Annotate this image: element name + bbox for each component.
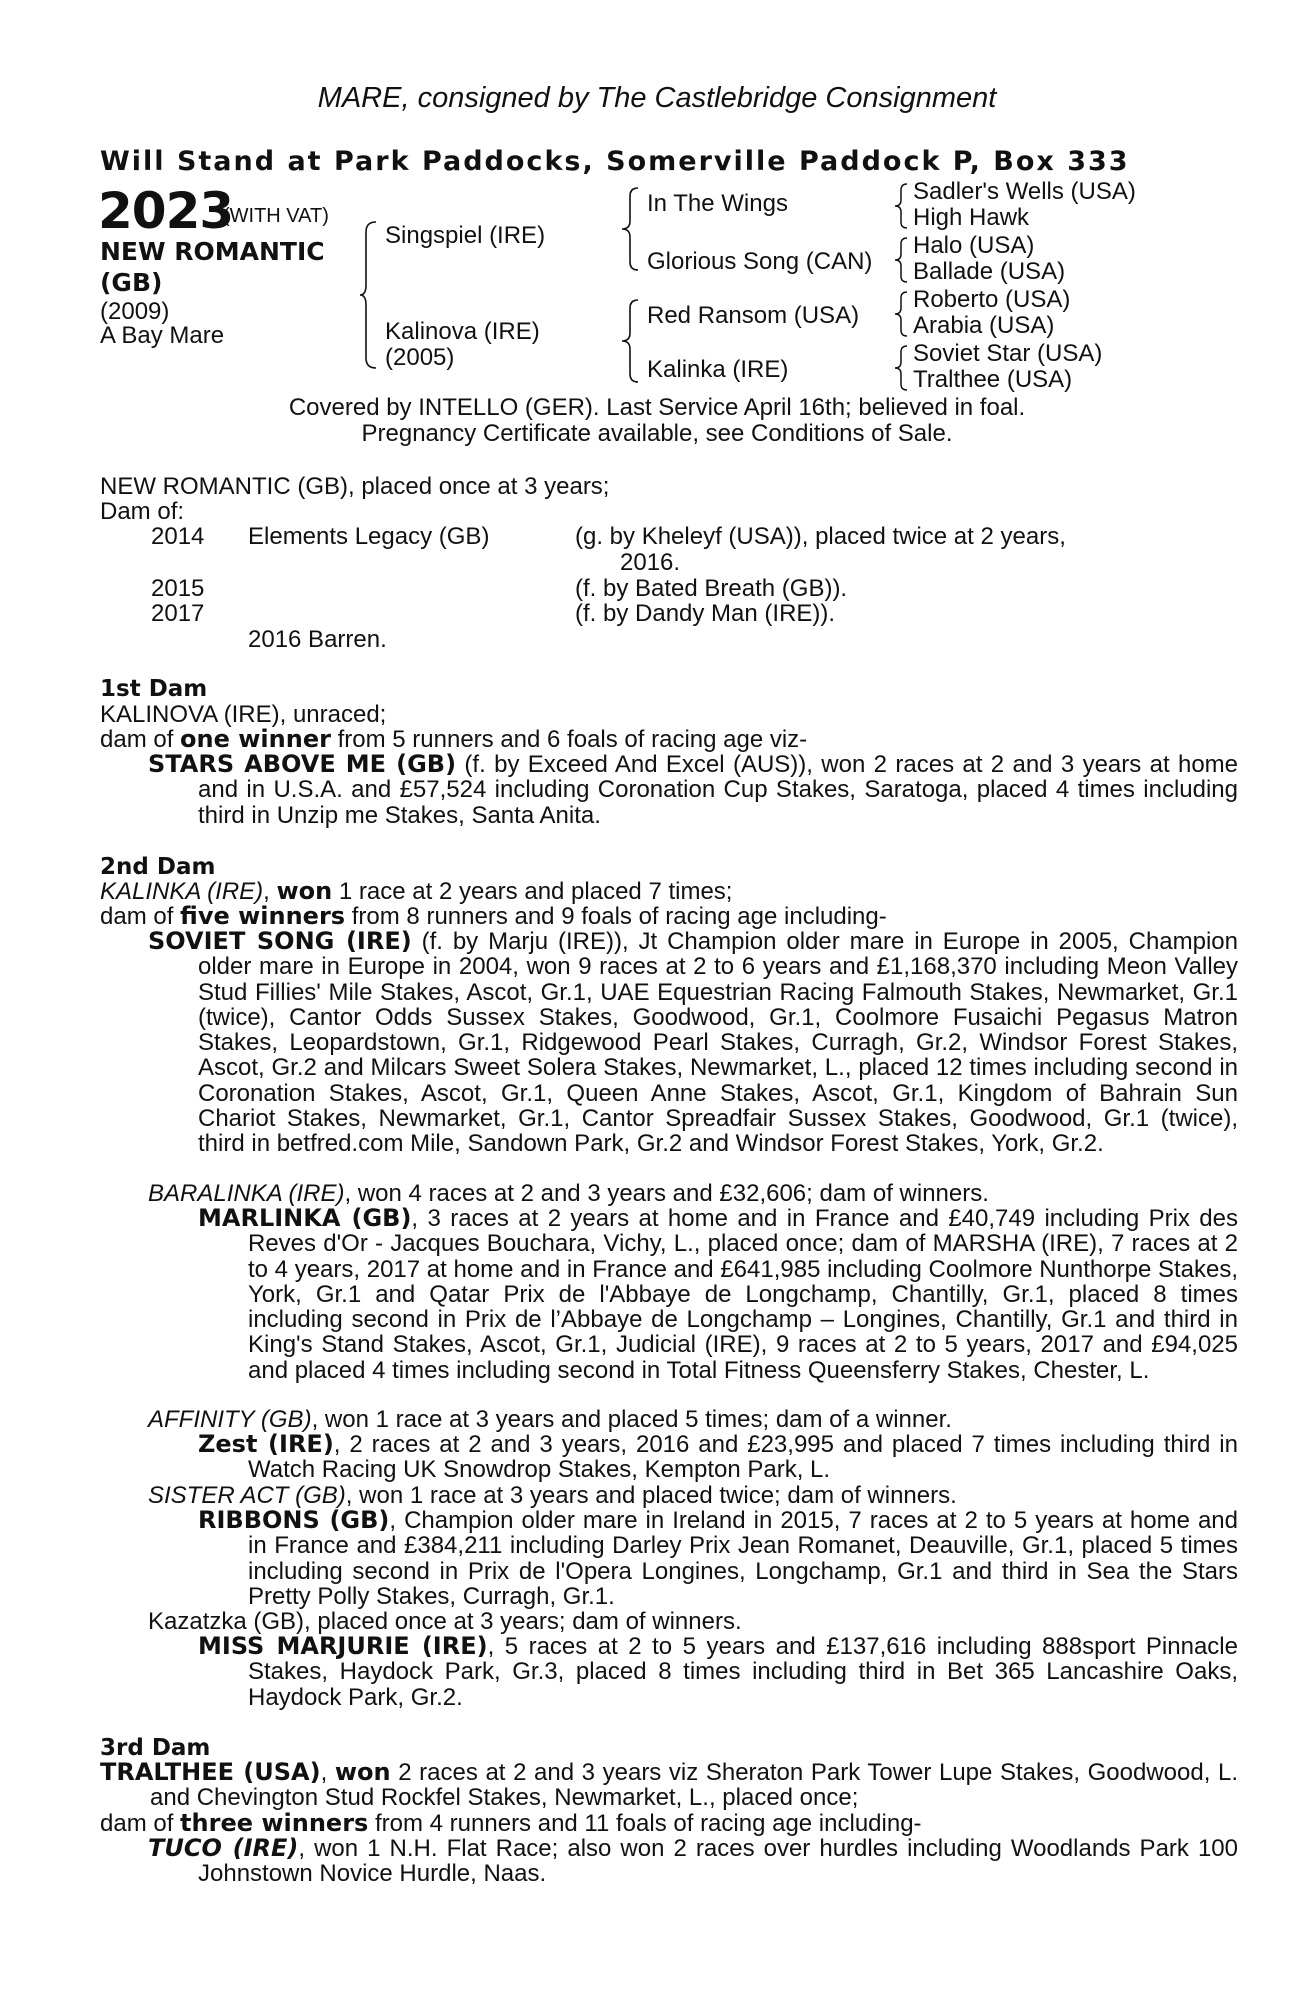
pedigree-brace-sire (622, 186, 642, 272)
produce-year: 2017 (151, 600, 205, 627)
sire: Singspiel (IRE) (385, 222, 546, 249)
produce-note-cont: 2016. (620, 549, 681, 576)
first-dam-line: KALINOVA (IRE), unraced; (100, 701, 387, 728)
affinity-line: AFFINITY (GB), won 1 race at 3 years and placed 5 times; dam of a winner. (148, 1406, 952, 1433)
third-dam-heading: 3rd Dam (100, 1735, 211, 1761)
marlinka-entry: MARLINKA (GB), 3 races at 2 years at home and in France and £40,749 including Prix des Reves d'Or - Jacques Bouchara, Vichy, L., placed once; dam of MARSHA (IRE), 7 races at 2 to 4 years, 2017 at home and in France and £641,985 including Coolmore Nunthorpe Stakes, York, Gr.1 and Qatar Prix de l'Abbaye de Longchamp, Chantilly, Gr.1, placed 8 times including second in Prix de l’Abbaye de Longchamp – Longines, Chantilly, Gr.1 and third in King's Stand Stakes, Ascot, Gr.1, Judicial (IRE), 9 races at 2 to 5 years, 2017 and £94,025 and placed 4 times including second in Total Fitness Queensferry Stakes, Chester, L. (198, 1204, 1238, 1384)
tralthee-entry: TRALTHEE (USA), won 2 races at 2 and 3 years viz Sheraton Park Tower Lupe Stakes, Goodwood, L. and Chevington Stud Rockfel Stakes, Newmarket, L., placed once; (100, 1758, 1238, 1812)
baralinka-line: BARALINKA (IRE), won 4 races at 2 and 3 years and £32,606; dam of winners. (148, 1180, 989, 1207)
dam: Kalinova (IRE) (385, 318, 540, 345)
pedigree-brace-g3-2 (893, 236, 909, 284)
pregnancy-line: Pregnancy Certificate available, see Conditions of Sale. (361, 420, 953, 447)
sister-act-line: SISTER ACT (GB), won 1 race at 3 years and placed twice; dam of winners. (148, 1482, 957, 1509)
stars-above-me-entry: STARS ABOVE ME (GB) (f. by Exceed And Excel (AUS)), won 2 races at 2 and 3 years at home and in U.S.A. and £57,524 including Coronation Cup Stakes, Saratoga, placed 4 times including third in Unzip me Stakes, Santa Anita. (148, 750, 1239, 829)
gen3-sss: Sadler's Wells (USA) (913, 178, 1136, 205)
horse-name: NEW ROMANTIC (GB) (100, 237, 325, 297)
dam-of-label: Dam of: (100, 498, 185, 525)
gen3-ssd: High Hawk (913, 204, 1030, 231)
pedigree-brace-g3-3 (893, 290, 909, 338)
sire-dam: Glorious Song (CAN) (647, 248, 873, 275)
produce-note: (f. by Dandy Man (IRE)). (575, 600, 836, 627)
catalogue-header: MARE, consigned by The Castlebridge Consignment (317, 82, 997, 114)
gen3-ddd: Tralthee (USA) (913, 366, 1073, 393)
pedigree-brace-g3-1 (893, 182, 909, 230)
gen3-dss: Roberto (USA) (913, 286, 1071, 313)
second-dam-summary: dam of five winners from 8 runners and 9 foals of racing age including- (100, 902, 887, 930)
foaled-year: (2009) (100, 298, 170, 325)
covered-line: Covered by INTELLO (GER). Last Service April 16th; believed in foal. (288, 394, 1026, 421)
first-dam-heading: 1st Dam (100, 676, 208, 702)
lot-year: 2023 (98, 182, 234, 240)
stand-location: Will Stand at Park Paddocks, Somerville Paddock P, Box 333 (100, 146, 1130, 177)
ribbons-entry: RIBBONS (GB), Champion older mare in Ireland in 2015, 7 races at 2 to 5 years at home and in France and £384,211 including Darley Prix Jean Romanet, Deauville, Gr.1, placed 5 times including second in Prix de l'Opera Longines, Longchamp, Gr.1 and third in Sea the Stars Pretty Polly Stakes, Curragh, Gr.1. (198, 1506, 1238, 1610)
produce-year: 2014 (151, 523, 205, 550)
produce-intro: NEW ROMANTIC (GB), placed once at 3 years; (100, 473, 610, 500)
gen3-dsd: Arabia (USA) (913, 312, 1055, 339)
pedigree-brace-g3-4 (893, 344, 909, 392)
gen3-sds: Halo (USA) (913, 232, 1035, 259)
produce-note: (f. by Bated Breath (GB)). (575, 575, 848, 602)
produce-name: Elements Legacy (GB) (248, 523, 490, 550)
produce-year: 2015 (151, 575, 205, 602)
zest-entry: Zest (IRE), 2 races at 2 and 3 years, 2016 and £23,995 and placed 7 times including third in Watch Racing UK Snowdrop Stakes, Kempton Park, L. (198, 1430, 1238, 1484)
pedigree-brace-dam (622, 298, 642, 384)
miss-marjurie-entry: MISS MARJURIE (IRE), 5 races at 2 to 5 years and £137,616 including 888sport Pinnacle Stakes, Haydock Park, Gr.3, placed 8 times including third in Bet 365 Lancashire Oaks, Haydock Park, Gr.2. (198, 1632, 1238, 1711)
first-dam-summary: dam of one winner from 5 runners and 6 foals of racing age viz- (100, 725, 808, 753)
soviet-song-entry: SOVIET SONG (IRE) (f. by Marju (IRE)), Jt Champion older mare in Europe in 2005, Champion older mare in Europe in 2004, won 9 races at 2 to 6 years and £1,168,370 including Meon Valley Stud Fillies' Mile Stakes, Ascot, Gr.1, UAE Equestrian Racing Falmouth Stakes, Newmarket, Gr.1 (twice), Cantor Odds Sussex Stakes, Goodwood, Gr.1, Coolmore Fusaichi Pegasus Matron Stakes, Leopardstown, Gr.1, Ridgewood Pearl Stakes, Curragh, Gr.2, Windsor Forest Stakes, Ascot, Gr.2 and Milcars Sweet Solera Stakes, Newmarket, L., placed 12 times including second in Coronation Stakes, Ascot, Gr.1, Queen Anne Stakes, Ascot, Gr.1, Kingdom of Bahrain Sun Chariot Stakes, Newmarket, Gr.1, Cantor Spreadfair Sussex Stakes, Goodwood, Gr.1 (twice), third in betfred.com Mile, Sandown Park, Gr.2 and Windsor Forest Stakes, York, Gr.2. (148, 927, 1239, 1158)
dam-dam: Kalinka (IRE) (647, 356, 789, 383)
tuco-entry: TUCO (IRE), won 1 N.H. Flat Race; also won 2 races over hurdles including Woodlands Park 100 Johnstown Novice Hurdle, Naas. (148, 1834, 1238, 1888)
third-dam-summary: dam of three winners from 4 runners and 11 foals of racing age including- (100, 1809, 922, 1837)
gen3-sdd: Ballade (USA) (913, 258, 1066, 285)
vat-label: (WITH VAT) (223, 205, 329, 227)
dam-sire: Red Ransom (USA) (647, 302, 860, 329)
horse-description: A Bay Mare (100, 322, 225, 349)
pedigree-brace-main (360, 220, 380, 370)
gen3-dds: Soviet Star (USA) (913, 340, 1103, 367)
dam-year: (2005) (385, 344, 455, 371)
produce-note: (g. by Kheleyf (USA)), placed twice at 2 years, (575, 523, 1066, 550)
second-dam-heading: 2nd Dam (100, 854, 216, 880)
sire-sire: In The Wings (647, 190, 788, 217)
second-dam-line: KALINKA (IRE), won 1 race at 2 years and placed 7 times; (100, 877, 733, 905)
kazatzka-line: Kazatzka (GB), placed once at 3 years; dam of winners. (148, 1608, 742, 1635)
barren-note: 2016 Barren. (248, 626, 387, 653)
